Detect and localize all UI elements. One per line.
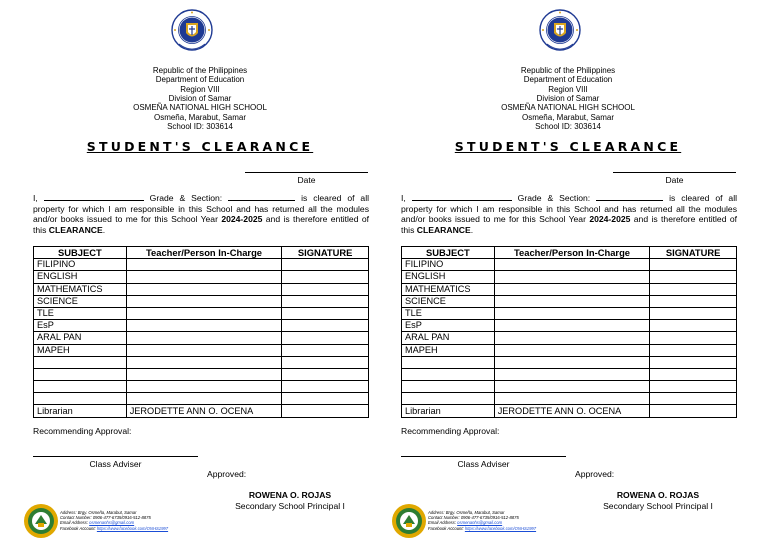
- adviser-label: Class Adviser: [89, 459, 142, 469]
- header-department: Department of Education: [155, 75, 245, 84]
- teacher-cell[interactable]: [126, 393, 282, 405]
- page-title: STUDENT'S CLEARANCE: [454, 139, 682, 154]
- school-contact-info: [428, 510, 536, 531]
- statement-text-1: is cleared of all property for which I am responsible in this School and has returned all the modules and/or books issued to me for this School Year: [401, 193, 738, 225]
- teacher-cell[interactable]: JERODETTE ANN O. OCENA: [126, 405, 282, 417]
- col-header-teacher: Teacher/Person In-Charge: [494, 247, 650, 259]
- table-row: [34, 259, 369, 271]
- teacher-cell[interactable]: [126, 368, 282, 380]
- table-row: [402, 381, 737, 393]
- teacher-cell[interactable]: [126, 283, 282, 295]
- header-department: Department of Education: [523, 75, 613, 84]
- teacher-cell[interactable]: [494, 307, 650, 319]
- subject-cell: [34, 356, 127, 368]
- contact-email: Email Address: osmenanhs@gmail.com: [60, 520, 135, 526]
- header-school-address: Osmeña, Marabut, Samar: [521, 113, 615, 122]
- signature-cell[interactable]: [282, 295, 369, 307]
- recommending-approval-label: Recommending Approval:: [401, 426, 500, 436]
- statement-prefix: I,: [401, 193, 412, 203]
- header-school-name: OSMEÑA NATIONAL HIGH SCHOOL: [501, 103, 635, 112]
- table-row: [34, 368, 369, 380]
- teacher-cell[interactable]: [126, 295, 282, 307]
- subject-cell: [402, 381, 495, 393]
- table-row: [402, 393, 737, 405]
- approved-label: Approved:: [207, 469, 247, 479]
- contact-address: Address: Brgy. Osmeña, Marabut, Samar: [428, 510, 505, 515]
- subject-cell: EsP: [34, 320, 127, 332]
- col-header-subject: SUBJECT: [34, 247, 127, 259]
- email-link[interactable]: osmenanhs@gmail.com: [89, 520, 135, 526]
- teacher-cell[interactable]: [494, 283, 650, 295]
- header-republic: Republic of the Philippines: [520, 66, 616, 75]
- signature-cell[interactable]: [282, 368, 369, 380]
- subject-table: [401, 246, 737, 418]
- contact-address: Address: Brgy. Osmeña, Marabut, Samar: [60, 510, 137, 515]
- school-logo-icon: [23, 503, 59, 539]
- table-row: [34, 381, 369, 393]
- signature-cell[interactable]: [650, 283, 737, 295]
- table-row: [402, 259, 737, 271]
- subject-cell: TLE: [34, 307, 127, 319]
- table-header-row: [402, 247, 737, 259]
- signature-cell[interactable]: [650, 344, 737, 356]
- teacher-cell[interactable]: [494, 271, 650, 283]
- teacher-cell[interactable]: [126, 271, 282, 283]
- header-republic: Republic of the Philippines: [152, 66, 248, 75]
- signature-cell[interactable]: [650, 271, 737, 283]
- principal-name: ROWENA O. ROJAS: [616, 490, 700, 500]
- teacher-cell[interactable]: JERODETTE ANN O. OCENA: [494, 405, 650, 417]
- teacher-cell[interactable]: [126, 356, 282, 368]
- table-row: [34, 344, 369, 356]
- contact-email: Email Address: osmenanhs@gmail.com: [428, 520, 503, 526]
- contact-number: Contact Number: 0906-477-6735/0916-512-8875: [428, 515, 519, 521]
- grade-section-field[interactable]: [228, 193, 295, 201]
- teacher-cell[interactable]: [126, 381, 282, 393]
- signature-cell[interactable]: [650, 368, 737, 380]
- subject-cell: [34, 393, 127, 405]
- signature-cell[interactable]: [282, 344, 369, 356]
- table-row: [402, 283, 737, 295]
- clearance-statement: [33, 193, 369, 235]
- subject-cell: ENGLISH: [34, 271, 127, 283]
- teacher-cell[interactable]: [126, 332, 282, 344]
- date-label: Date: [297, 175, 316, 185]
- header-school-name: OSMEÑA NATIONAL HIGH SCHOOL: [133, 103, 267, 112]
- header-school-id: School ID: 303614: [167, 122, 233, 131]
- recommending-approval-label: Recommending Approval:: [33, 426, 132, 436]
- signature-cell[interactable]: [282, 332, 369, 344]
- table-header-row: [34, 247, 369, 259]
- statement-end: .: [102, 224, 106, 235]
- table-row: [402, 344, 737, 356]
- header-region: Region VIII: [180, 85, 220, 94]
- teacher-cell[interactable]: [126, 344, 282, 356]
- header-school-id: School ID: 303614: [535, 122, 601, 131]
- approved-label: Approved:: [575, 469, 615, 479]
- contact-facebook: Facebook Account: https://www.facebook.com/ONHS1997: [428, 525, 537, 531]
- subject-cell: ENGLISH: [402, 271, 495, 283]
- table-row: [402, 368, 737, 380]
- signature-cell[interactable]: [282, 271, 369, 283]
- teacher-cell[interactable]: [494, 393, 650, 405]
- principal-name: ROWENA O. ROJAS: [248, 490, 332, 500]
- subject-table: [33, 246, 369, 418]
- deped-seal-icon: [538, 8, 582, 58]
- table-row: [34, 271, 369, 283]
- statement-prefix: I,: [33, 193, 44, 203]
- facebook-link[interactable]: https://www.facebook.com/ONHS1997: [96, 525, 169, 531]
- clearance-statement: [401, 193, 737, 235]
- signature-cell[interactable]: [650, 295, 737, 307]
- grade-section-label: Grade & Section:: [143, 193, 229, 203]
- table-row: [34, 307, 369, 319]
- subject-cell: [402, 356, 495, 368]
- signature-cell[interactable]: [282, 283, 369, 295]
- table-row: [402, 307, 737, 319]
- subject-cell: ARAL PAN: [34, 332, 127, 344]
- signature-cell[interactable]: [650, 393, 737, 405]
- table-row: [402, 332, 737, 344]
- table-row: [402, 356, 737, 368]
- clearance-word: CLEARANCE: [48, 224, 103, 235]
- clearance-form: [398, 0, 738, 543]
- col-header-subject: SUBJECT: [402, 247, 495, 259]
- subject-cell: SCIENCE: [34, 295, 127, 307]
- header-region: Region VIII: [548, 85, 588, 94]
- principal-title: Secondary School Principal I: [603, 501, 713, 511]
- facebook-link[interactable]: https://www.facebook.com/ONHS1997: [464, 525, 537, 531]
- subject-cell: FILIPINO: [34, 259, 127, 271]
- adviser-signature-line[interactable]: [401, 456, 566, 457]
- student-name-field[interactable]: [412, 193, 512, 201]
- teacher-cell[interactable]: [494, 381, 650, 393]
- statement-text-1: is cleared of all property for which I am responsible in this School and has returned all the modules and/or books issued to me for this School Year: [33, 193, 370, 225]
- subject-cell: Librarian: [402, 405, 495, 417]
- subject-cell: SCIENCE: [402, 295, 495, 307]
- subject-cell: [34, 381, 127, 393]
- principal-title: Secondary School Principal I: [235, 501, 345, 511]
- signature-cell[interactable]: [282, 393, 369, 405]
- teacher-cell[interactable]: [126, 320, 282, 332]
- subject-cell: [34, 368, 127, 380]
- subject-cell: EsP: [402, 320, 495, 332]
- page-title: STUDENT'S CLEARANCE: [86, 139, 314, 154]
- teacher-cell[interactable]: [494, 368, 650, 380]
- table-row: [34, 283, 369, 295]
- signature-cell[interactable]: [650, 320, 737, 332]
- adviser-label: Class Adviser: [457, 459, 510, 469]
- signature-cell[interactable]: [650, 332, 737, 344]
- table-row: [34, 332, 369, 344]
- grade-section-label: Grade & Section:: [511, 193, 597, 203]
- school-logo-icon: [391, 503, 427, 539]
- adviser-signature-line[interactable]: [33, 456, 198, 457]
- student-name-field[interactable]: [44, 193, 144, 201]
- teacher-cell[interactable]: [494, 295, 650, 307]
- signature-cell[interactable]: [650, 356, 737, 368]
- grade-section-field[interactable]: [596, 193, 663, 201]
- subject-cell: MAPEH: [34, 344, 127, 356]
- clearance-form: [30, 0, 370, 543]
- signature-cell[interactable]: [650, 259, 737, 271]
- table-row: [402, 320, 737, 332]
- teacher-cell[interactable]: [126, 259, 282, 271]
- header-division: Division of Samar: [168, 94, 232, 103]
- table-row: [402, 271, 737, 283]
- table-row: [402, 295, 737, 307]
- contact-facebook: Facebook Account: https://www.facebook.com/ONHS1997: [60, 525, 169, 531]
- teacher-cell[interactable]: [494, 356, 650, 368]
- date-label: Date: [665, 175, 684, 185]
- email-link[interactable]: osmenanhs@gmail.com: [457, 520, 503, 526]
- date-field[interactable]: [245, 172, 368, 173]
- school-year: 2024-2025: [221, 214, 263, 225]
- signature-cell[interactable]: [282, 356, 369, 368]
- school-year: 2024-2025: [589, 214, 631, 225]
- subject-cell: MATHEMATICS: [34, 283, 127, 295]
- signature-cell[interactable]: [282, 381, 369, 393]
- subject-cell: [402, 393, 495, 405]
- table-row: [34, 405, 369, 417]
- subject-cell: TLE: [402, 307, 495, 319]
- col-header-teacher: Teacher/Person In-Charge: [126, 247, 282, 259]
- teacher-cell[interactable]: [494, 344, 650, 356]
- subject-cell: MATHEMATICS: [402, 283, 495, 295]
- statement-text-2: and is therefore entitled of this: [401, 214, 738, 235]
- teacher-cell[interactable]: [494, 259, 650, 271]
- col-header-signature: SIGNATURE: [282, 247, 369, 259]
- teacher-cell[interactable]: [494, 332, 650, 344]
- subject-cell: Librarian: [34, 405, 127, 417]
- table-row: [402, 405, 737, 417]
- signature-cell[interactable]: [282, 259, 369, 271]
- teacher-cell[interactable]: [494, 320, 650, 332]
- statement-end: .: [470, 224, 474, 235]
- header-school-address: Osmeña, Marabut, Samar: [153, 113, 247, 122]
- teacher-cell[interactable]: [126, 307, 282, 319]
- subject-cell: [402, 368, 495, 380]
- header-division: Division of Samar: [536, 94, 600, 103]
- clearance-word: CLEARANCE: [416, 224, 471, 235]
- signature-cell[interactable]: [282, 307, 369, 319]
- signature-cell[interactable]: [282, 320, 369, 332]
- subject-cell: FILIPINO: [402, 259, 495, 271]
- date-field[interactable]: [613, 172, 736, 173]
- subject-cell: MAPEH: [402, 344, 495, 356]
- school-contact-info: [60, 510, 168, 531]
- subject-cell: ARAL PAN: [402, 332, 495, 344]
- contact-number: Contact Number: 0906-477-6735/0916-512-8875: [60, 515, 151, 521]
- statement-text-2: and is therefore entitled of this: [33, 214, 370, 235]
- table-row: [34, 295, 369, 307]
- signature-cell[interactable]: [650, 405, 737, 417]
- table-row: [34, 320, 369, 332]
- signature-cell[interactable]: [650, 307, 737, 319]
- deped-seal-icon: [170, 8, 214, 58]
- signature-cell[interactable]: [650, 381, 737, 393]
- table-row: [34, 393, 369, 405]
- table-row: [34, 356, 369, 368]
- signature-cell[interactable]: [282, 405, 369, 417]
- col-header-signature: SIGNATURE: [650, 247, 737, 259]
